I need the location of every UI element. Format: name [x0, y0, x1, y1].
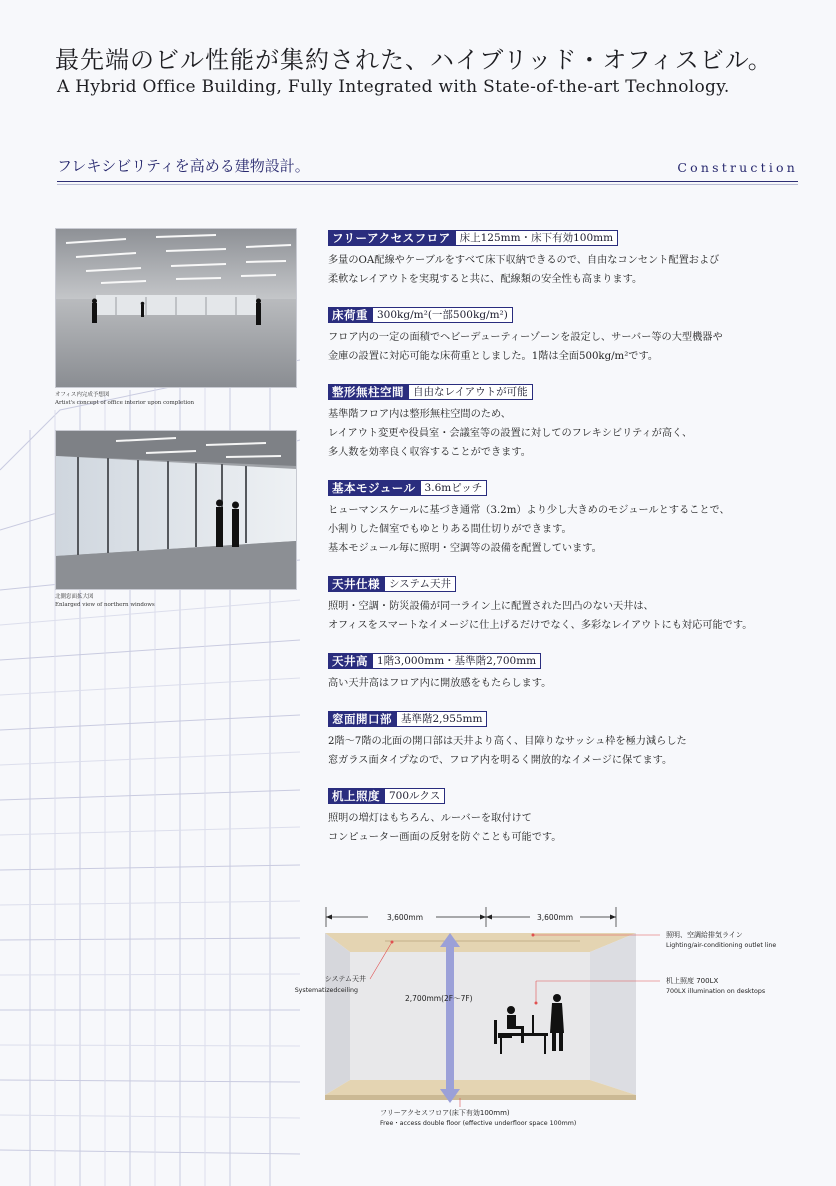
- ceiling-height-label: 2,700mm(2F〜7F): [405, 994, 473, 1003]
- raised-floor: [325, 1080, 636, 1095]
- office-interior-photo: [55, 228, 297, 388]
- spec-description: [328, 597, 798, 635]
- spec-line: 金庫の設置に対応可能な床荷重としました。1階は全面500kg/m²です。: [328, 351, 659, 362]
- spec-list: [328, 230, 798, 865]
- section-divider: [57, 181, 798, 182]
- spec-line: フロア内の一定の面積でヘビーデューティーゾーンを設定し、サーバー等の大型機器や: [328, 332, 723, 343]
- spec-label: 窓面開口部: [328, 711, 396, 727]
- free-access-floor-label-jp: フリーアクセスフロア(床下有効100mm): [380, 1109, 510, 1117]
- spec-line: 柔軟なレイアウトを実現すると共に、配線類の安全性も高まります。: [328, 274, 643, 285]
- section-title-jp: フレキシビリティを高める建物設計。: [57, 157, 310, 175]
- spec-item-basic-module: [328, 480, 798, 558]
- lighting-line-label-jp: 照明、空調給排気ライン: [666, 931, 743, 939]
- spec-line: 窓ガラス面タイプなので、フロア内を明るく開放的なイメージに保てます。: [328, 755, 673, 766]
- spec-description: [328, 405, 798, 462]
- spec-value: 3.6mピッチ: [420, 480, 488, 496]
- dimension-left-label: 3,600mm: [386, 913, 424, 922]
- spec-head: [328, 480, 798, 496]
- spec-label: 天井高: [328, 653, 372, 669]
- spec-value: 自由なレイアウトが可能: [408, 384, 533, 400]
- spec-head: [328, 576, 798, 592]
- page-title-jp: 最先端のビル性能が集約された、ハイブリッド・オフィスビル。: [55, 46, 773, 74]
- spec-line: 高い天井高はフロア内に開放感をもたらします。: [328, 678, 552, 689]
- system-ceiling-label-jp: システム天井: [324, 975, 366, 983]
- spec-line: オフィスをスマートなイメージに仕上げるだけでなく、多彩なレイアウトにも対応可能です。: [328, 620, 753, 631]
- spec-label: フリーアクセスフロア: [328, 230, 455, 246]
- spec-line: 小割りした個室でもゆとりある間仕切りができます。: [328, 524, 572, 535]
- spec-description: [328, 809, 798, 847]
- spec-item-ceiling-spec: [328, 576, 798, 635]
- northern-windows-photo: [55, 430, 297, 590]
- spec-description: [328, 328, 798, 366]
- spec-line: 多量のOA配線やケーブルをすべて床下収納できるので、自由なコンセント配置および: [328, 255, 720, 266]
- spec-item-free-access-floor: [328, 230, 798, 289]
- spec-head: [328, 230, 798, 246]
- spec-item-floor-load: [328, 307, 798, 366]
- spec-line: 照明の増灯はもちろん、ルーバーを取付けて: [328, 813, 532, 824]
- spec-head: [328, 711, 798, 727]
- spec-label: 整形無柱空間: [328, 384, 408, 400]
- spec-description: [328, 251, 798, 289]
- spec-item-window-opening: [328, 711, 798, 770]
- spec-line: 2階〜7階の北面の開口部は天井より高く、目障りなサッシュ枠を極力減らした: [328, 736, 687, 747]
- northern-windows-caption: [55, 593, 155, 609]
- spec-label: 机上照度: [328, 788, 384, 804]
- desk-illumination-label-jp: 机上照度 700LX: [666, 977, 719, 985]
- free-access-floor-label-en: Free・access double floor (effective underfloor space 100mm): [380, 1120, 577, 1127]
- spec-head: [328, 653, 798, 669]
- office-interior-caption: [55, 391, 194, 407]
- spec-label: 床荷重: [328, 307, 372, 323]
- lighting-line-label-en: Lighting/air-conditioning outlet line: [666, 942, 777, 949]
- spec-line: 多人数を効率良く収容することができます。: [328, 447, 531, 458]
- spec-value: 700ルクス: [384, 788, 445, 804]
- spec-value: システム天井: [384, 576, 456, 592]
- desk-illumination-label-en: 700LX illumination on desktops: [666, 988, 766, 995]
- spec-head: [328, 307, 798, 323]
- section-divider-secondary: [57, 184, 798, 185]
- spec-head: [328, 788, 798, 804]
- spec-value: 1階3,000mm・基準階2,700mm: [372, 653, 541, 669]
- system-ceiling-label-en: Systematizedceiling: [294, 987, 358, 994]
- caption-en: Artist's concept of office interior upon completion: [55, 400, 195, 406]
- spec-description: [328, 501, 798, 558]
- spec-head: [328, 384, 798, 400]
- section-title-en: Construction: [677, 160, 798, 175]
- spec-label: 天井仕様: [328, 576, 384, 592]
- ceiling-section-diagram: [280, 895, 810, 1135]
- spec-line: 照明・空調・防災設備が同一ライン上に配置された凹凸のない天井は、: [328, 601, 654, 612]
- spec-item-desk-illumination: [328, 788, 798, 847]
- spec-value: 300kg/m²(一部500kg/m²): [372, 307, 513, 323]
- spec-line: レイアウト変更や役員室・会議室等の設置に対してのフレキシビリティが高く、: [328, 428, 693, 439]
- spec-item-column-free-space: [328, 384, 798, 462]
- spec-line: コンピューター画面の反射を防ぐことも可能です。: [328, 832, 562, 843]
- spec-value: 床上125mm・床下有効100mm: [455, 230, 618, 246]
- caption-jp: オフィス内完成予想図: [55, 392, 110, 398]
- spec-value: 基準階2,955mm: [396, 711, 487, 727]
- spec-line: 基準階フロア内は整形無柱空間のため、: [328, 409, 511, 420]
- ceiling-slab: [325, 933, 636, 952]
- dimension-right-label: 3,600mm: [536, 913, 574, 922]
- spec-line: ヒューマンスケールに基づき通常（3.2m）より少し大きめのモジュールとすることで、: [328, 505, 730, 516]
- spec-description: [328, 674, 798, 693]
- spec-line: 基本モジュール毎に照明・空調等の設備を配置しています。: [328, 543, 602, 554]
- spec-item-ceiling-height: [328, 653, 798, 693]
- caption-jp: 北側窓面拡大図: [55, 594, 94, 600]
- spec-label: 基本モジュール: [328, 480, 420, 496]
- spec-description: [328, 732, 798, 770]
- caption-en: Enlarged view of northern windows: [55, 602, 155, 608]
- page-title-en: A Hybrid Office Building, Fully Integrated with State-of-the-art Technology.: [57, 77, 730, 97]
